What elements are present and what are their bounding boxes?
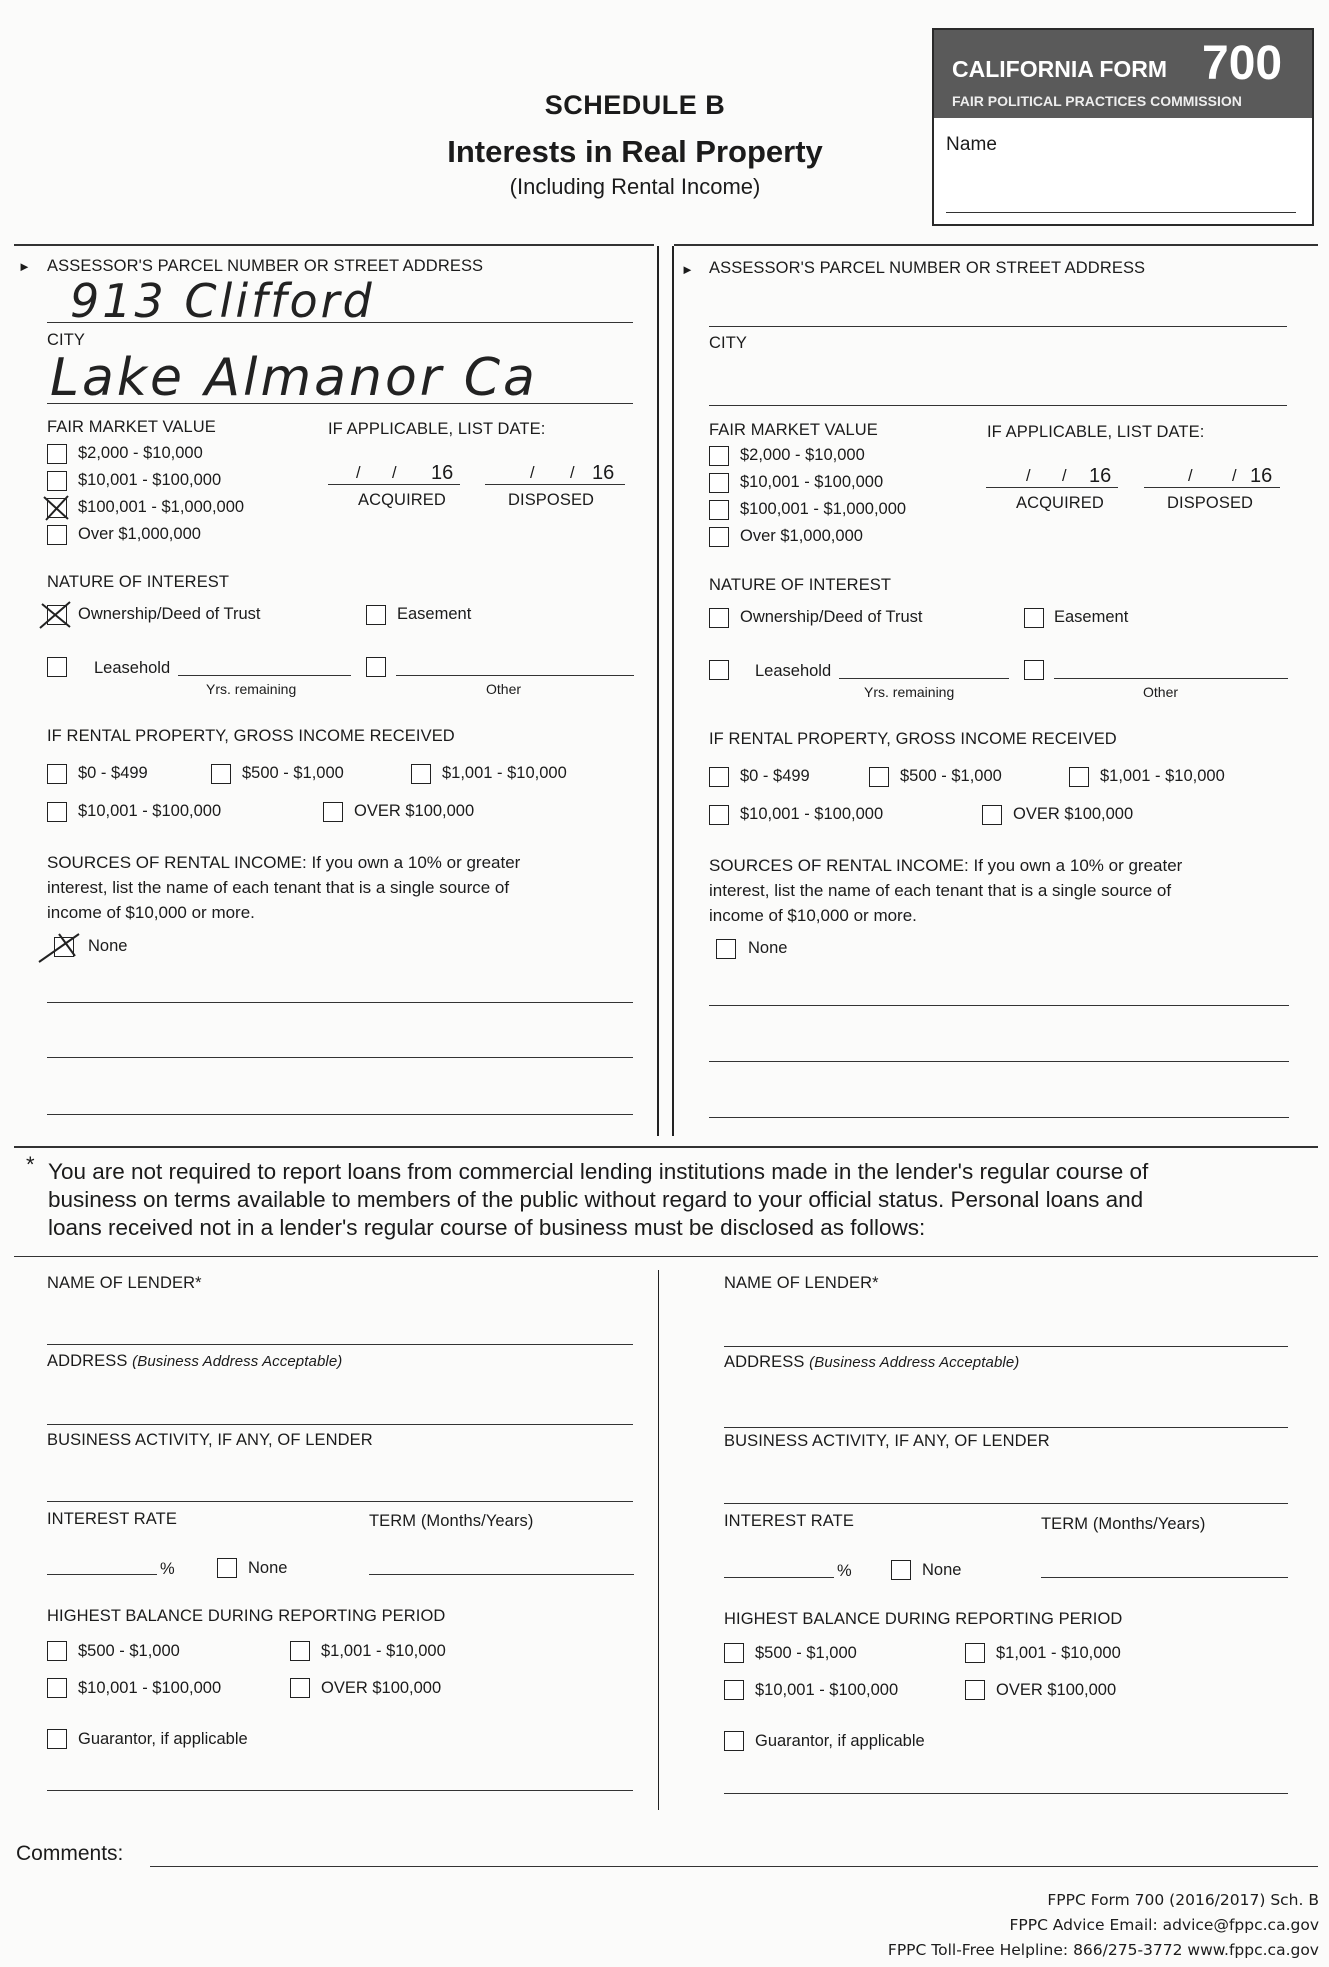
loan-note-line-3: loans received not in a lender's regular course of business must be disclosed as follows: (48, 1215, 926, 1240)
balance-option-1: $500 - $1,000 (78, 1642, 180, 1660)
disposed-slash-2: / (570, 464, 575, 482)
fmv-option-4: Over $1,000,000 (740, 527, 863, 545)
commission-name: FAIR POLITICAL PRACTICES COMMISSION (952, 93, 1242, 109)
lender-activity-label: BUSINESS ACTIVITY, IF ANY, OF LENDER (47, 1431, 373, 1449)
sources-paragraph: SOURCES OF RENTAL INCOME: If you own a 10% or greater interest, list the name of each tenant that is a single source of income of $10,000 or more. (47, 853, 521, 922)
other-label: Other (486, 681, 522, 697)
comments-line[interactable] (150, 1866, 1318, 1867)
disposed-slash-1: / (1188, 467, 1193, 485)
term-label: TERM (Months/Years) (1041, 1515, 1206, 1533)
rental-option-1: $0 - $499 (740, 767, 810, 785)
fmv-option-3: $100,001 - $1,000,000 (740, 500, 907, 518)
sources-paragraph: SOURCES OF RENTAL INCOME: If you own a 10% or greater interest, list the name of each tenant that is a single source of income of $10,000 or more. (709, 856, 1183, 925)
guarantor-label: Guarantor, if applicable (78, 1730, 248, 1748)
form-label: CALIFORNIA FORM (952, 56, 1168, 82)
fmv-option-1: $2,000 - $10,000 (78, 444, 203, 462)
rental-option-4: $10,001 - $100,000 (740, 805, 884, 823)
city-label: CITY (709, 334, 747, 352)
parcel-label: ASSESSOR'S PARCEL NUMBER OR STREET ADDRESS (709, 259, 1146, 277)
percent-sign: % (160, 1560, 175, 1578)
rental-option-5: OVER $100,000 (354, 802, 475, 820)
percent-sign: % (837, 1562, 852, 1580)
term-label: TERM (Months/Years) (369, 1512, 534, 1530)
lender-name-label: NAME OF LENDER* (724, 1274, 879, 1292)
highest-balance-label: HIGHEST BALANCE DURING REPORTING PERIOD (724, 1610, 1123, 1628)
acquired-label: ACQUIRED (1016, 494, 1104, 512)
loan-note-line-1: You are not required to report loans from commercial lending institutions made in the lender's regular course of (48, 1159, 1149, 1184)
balance-option-3: $10,001 - $100,000 (755, 1681, 899, 1699)
interest-none-checkbox[interactable] (891, 1560, 911, 1580)
footer (888, 1888, 1319, 1963)
rental-option-4: $10,001 - $100,000 (78, 802, 222, 820)
yrs-remaining-label: Yrs. remaining (864, 684, 955, 700)
rental-option-5: OVER $100,000 (1013, 805, 1134, 823)
footer-form-id: FPPC Form 700 (2016/2017) Sch. B (1047, 1891, 1319, 1909)
fmv-option-3: $100,001 - $1,000,000 (78, 498, 245, 516)
schedule-title: SCHEDULE B (544, 90, 726, 120)
disposed-label: DISPOSED (508, 491, 595, 509)
rental-option-1: $0 - $499 (78, 764, 148, 782)
disposed-slash-2: / (1232, 467, 1237, 485)
leasehold-label: Leasehold (94, 659, 171, 677)
none-label: None (748, 939, 788, 957)
loan-note-marker: * (26, 1152, 35, 1177)
none-label: None (88, 937, 128, 955)
fmv-option-4: Over $1,000,000 (78, 525, 201, 543)
lender-address-line[interactable] (724, 1427, 1288, 1428)
name-label: Name (946, 134, 998, 155)
rental-option-2: $500 - $1,000 (900, 767, 1002, 785)
other-label: Other (1143, 684, 1179, 700)
balance-checkbox-1[interactable] (724, 1643, 744, 1663)
rental-income-label: IF RENTAL PROPERTY, GROSS INCOME RECEIVED (709, 730, 1117, 748)
acquired-slash-1: / (1026, 467, 1031, 485)
interest-rate-line[interactable] (724, 1577, 834, 1578)
yrs-remaining-label: Yrs. remaining (206, 681, 297, 697)
parcel-label: ASSESSOR'S PARCEL NUMBER OR STREET ADDRESS (47, 257, 484, 275)
rental-option-2: $500 - $1,000 (242, 764, 344, 782)
leasehold-label: Leasehold (755, 662, 832, 680)
guarantor-label: Guarantor, if applicable (755, 1732, 925, 1750)
form-number: 700 (1202, 37, 1283, 90)
fmv-label: FAIR MARKET VALUE (709, 421, 878, 439)
parcel-address-value[interactable]: 913 Clifford (70, 274, 375, 328)
balance-option-3: $10,001 - $100,000 (78, 1679, 222, 1697)
nature-label: NATURE OF INTEREST (709, 576, 892, 594)
lender-name-label: NAME OF LENDER* (47, 1274, 202, 1292)
lender-address-label: ADDRESS (Business Address Acceptable) (724, 1353, 1020, 1371)
lender-address-label: ADDRESS (Business Address Acceptable) (47, 1352, 343, 1370)
balance-option-4: OVER $100,000 (996, 1681, 1117, 1699)
guarantor-checkbox[interactable] (724, 1731, 744, 1751)
fmv-label: FAIR MARKET VALUE (47, 418, 216, 436)
interest-none-label: None (922, 1561, 962, 1579)
interest-rate-label: INTEREST RATE (724, 1512, 854, 1530)
acquired-year[interactable]: 16 (1089, 465, 1112, 487)
rental-option-3: $1,001 - $10,000 (1100, 767, 1225, 785)
lender-activity-label: BUSINESS ACTIVITY, IF ANY, OF LENDER (724, 1432, 1050, 1450)
highest-balance-label: HIGHEST BALANCE DURING REPORTING PERIOD (47, 1607, 446, 1625)
ownership-label: Ownership/Deed of Trust (78, 605, 261, 623)
parcel-arrow-icon: ► (681, 262, 694, 277)
city-label: CITY (47, 331, 85, 349)
rental-income-label: IF RENTAL PROPERTY, GROSS INCOME RECEIVED (47, 727, 455, 745)
interest-none-label: None (248, 1559, 288, 1577)
ownership-label: Ownership/Deed of Trust (740, 608, 923, 626)
disposed-slash-1: / (530, 464, 535, 482)
schedule-subtitle: Interests in Real Property (447, 134, 823, 169)
schedule-subtitle-note: (Including Rental Income) (509, 174, 761, 199)
acquired-year[interactable]: 16 (431, 462, 454, 484)
balance-checkbox-2[interactable] (965, 1643, 985, 1663)
disposed-year[interactable]: 16 (592, 462, 615, 484)
acquired-slash-2: / (392, 464, 397, 482)
fmv-option-2: $10,001 - $100,000 (78, 471, 222, 489)
lender-name-line[interactable] (724, 1346, 1288, 1347)
acquired-label: ACQUIRED (358, 491, 446, 509)
balance-option-1: $500 - $1,000 (755, 1644, 857, 1662)
footer-helpline: FPPC Toll-Free Helpline: 866/275-3772 www.fppc.ca.gov (887, 1941, 1319, 1959)
balance-checkbox-3[interactable] (724, 1680, 744, 1700)
term-line[interactable] (1041, 1577, 1288, 1578)
rental-option-3: $1,001 - $10,000 (442, 764, 567, 782)
list-date-label: IF APPLICABLE, LIST DATE: (328, 420, 546, 438)
balance-option-2: $1,001 - $10,000 (321, 1642, 446, 1660)
lender-activity-line[interactable] (724, 1503, 1288, 1504)
balance-option-2: $1,001 - $10,000 (996, 1644, 1121, 1662)
balance-option-4: OVER $100,000 (321, 1679, 442, 1697)
city-value[interactable]: Lake Almanor Ca (50, 348, 538, 408)
acquired-slash-1: / (356, 464, 361, 482)
fmv-option-2: $10,001 - $100,000 (740, 473, 884, 491)
parcel-arrow-icon: ► (18, 259, 31, 274)
easement-label: Easement (1054, 608, 1129, 626)
acquired-slash-2: / (1062, 467, 1067, 485)
easement-label: Easement (397, 605, 472, 623)
interest-rate-label: INTEREST RATE (47, 1510, 177, 1528)
balance-checkbox-4[interactable] (965, 1680, 985, 1700)
disposed-label: DISPOSED (1167, 494, 1254, 512)
disposed-year[interactable]: 16 (1250, 465, 1273, 487)
nature-label: NATURE OF INTEREST (47, 573, 230, 591)
footer-advice-email: FPPC Advice Email: advice@fppc.ca.gov (1009, 1916, 1319, 1934)
comments-label: Comments: (16, 1842, 124, 1865)
list-date-label: IF APPLICABLE, LIST DATE: (987, 423, 1205, 441)
fmv-option-1: $2,000 - $10,000 (740, 446, 865, 464)
loan-note-line-2: business on terms available to members of the public without regard to your official status. Personal loans and (48, 1187, 1144, 1212)
